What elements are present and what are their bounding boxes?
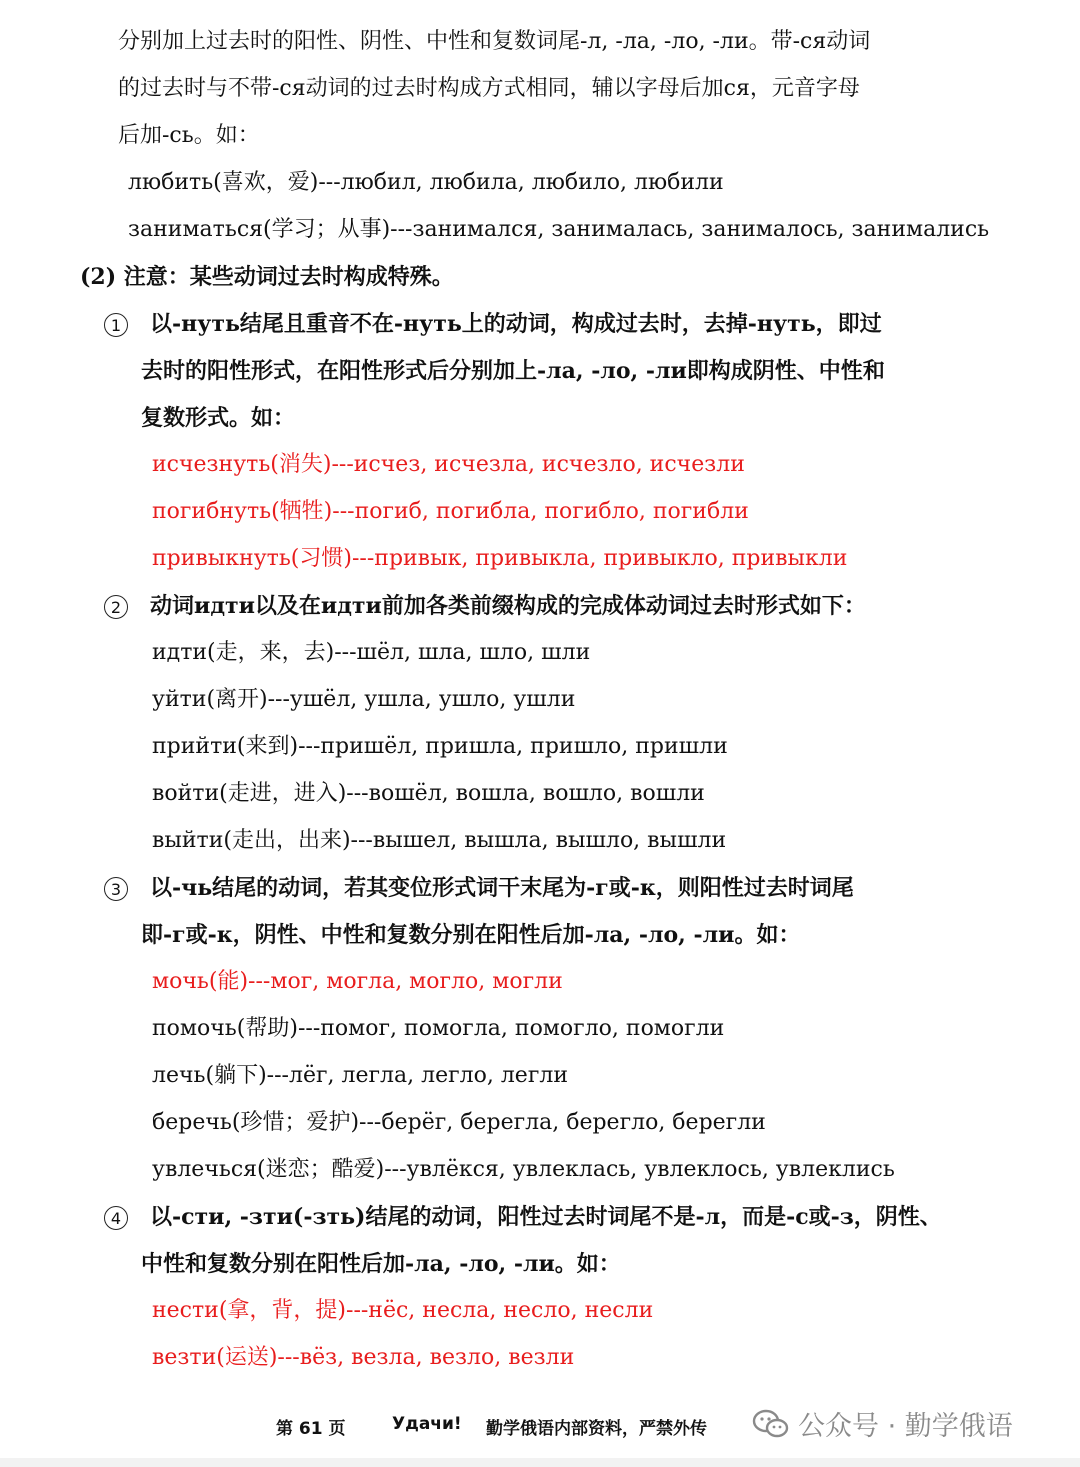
footer-notice: 勤学俄语内部资料，严禁外传	[486, 1419, 707, 1439]
item-2-line-1	[104, 591, 866, 621]
page-number: 第 61 页	[276, 1419, 346, 1439]
item-3-example: помочь(帮助)---помог, помогла, помогло, помогли	[152, 1016, 725, 1041]
item-1-line-1	[104, 309, 882, 339]
intro-example-1: любить(喜欢，爱)---любил, любила, любило, любили	[128, 170, 724, 195]
wechat-icon	[752, 1408, 790, 1447]
item-2-example: идти(走，来，去)---шёл, шла, шло, шли	[152, 640, 591, 665]
section-heading: (2) 注意：某些动词过去时构成特殊。	[80, 264, 454, 290]
item-1-line-2: 去时的阳性形式，在阳性形式后分别加上-ла, -ло, -ли即构成阴性、中性和	[141, 358, 885, 384]
item-4-example: везти(运送)---вёз, везла, везло, везли	[152, 1345, 575, 1370]
item-3-example: увлечься(迷恋；酷爱)---увлёкся, увлеклась, увлеклось, увлеклись	[152, 1157, 895, 1182]
watermark-text: 公众号 · 勤学俄语	[798, 1411, 1013, 1442]
footer-greeting: Удачи!	[392, 1414, 462, 1434]
item-1-example: погибнуть(牺牲)---погиб, погибла, погибло, погибли	[152, 499, 749, 524]
item-2-example: выйти(走出，出来)---вышел, вышла, вышло, вышли	[152, 828, 727, 853]
item-3-example: мочь(能)---мог, могла, могло, могли	[152, 969, 563, 994]
intro-line-3: 后加-сь。如：	[118, 123, 260, 148]
watermark	[752, 1404, 1013, 1447]
item-3-line-2: 即-г或-к，阴性、中性和复数分别在阳性后加-ла, -ло, -ли。如：	[141, 922, 801, 948]
item-2-example: войти(走进，进入)---вошёл, вошла, вошло, вошли	[152, 781, 705, 806]
item-3-example: беречь(珍惜；爱护)---берёг, берегла, берегло, берегли	[152, 1110, 766, 1135]
item-3-number: 3	[104, 877, 128, 901]
item-4-line-1	[104, 1202, 942, 1232]
page-bottom-strip	[0, 1458, 1080, 1467]
item-1-example: привыкнуть(习惯)---привык, привыкла, привыкло, привыкли	[152, 546, 848, 571]
item-4-example: нести(拿，背，提)---нёс, несла, несло, несли	[152, 1298, 654, 1323]
item-3-text: 以-чь结尾的动词，若其变位形式词干末尾为-г或-к，则阳性过去时词尾	[150, 875, 854, 901]
item-1-text: 以-нуть结尾且重音不在-нуть上的动词，构成过去时，去掉-нуть，即过	[150, 311, 882, 337]
item-1-number: 1	[104, 313, 128, 337]
intro-line-1: 分别加上过去时的阳性、阴性、中性和复数词尾-л, -ла, -ло, -ли。带-ся动词	[118, 29, 871, 54]
item-2-example: прийти(来到)---пришёл, пришла, пришло, пришли	[152, 734, 728, 759]
item-1-line-3: 复数形式。如：	[141, 405, 296, 431]
item-3-line-1	[104, 873, 854, 903]
item-3-example: лечь(躺下)---лёг, легла, легло, легли	[152, 1063, 568, 1088]
item-2-text: 动词идти以及在идти前加各类前缀构成的完成体动词过去时形式如下：	[150, 593, 866, 619]
item-2-number: 2	[104, 595, 128, 619]
item-1-example: исчезнуть(消失)---исчез, исчезла, исчезло, исчезли	[152, 452, 745, 477]
item-4-line-2: 中性和复数分别在阳性后加-ла, -ло, -ли。如：	[141, 1251, 621, 1277]
item-2-example: уйти(离开)---ушёл, ушла, ушло, ушли	[152, 687, 576, 712]
intro-example-2: заниматься(学习；从事)---занимался, занималась, занималось, занимались	[128, 217, 990, 242]
intro-line-2: 的过去时与不带-ся动词的过去时构成方式相同，辅以字母后加ся，元音字母	[118, 76, 860, 101]
item-4-number: 4	[104, 1206, 128, 1230]
item-4-text: 以-сти, -зти(-зть)结尾的动词，阳性过去时词尾不是-л，而是-с或-з，阴性、	[150, 1204, 942, 1230]
